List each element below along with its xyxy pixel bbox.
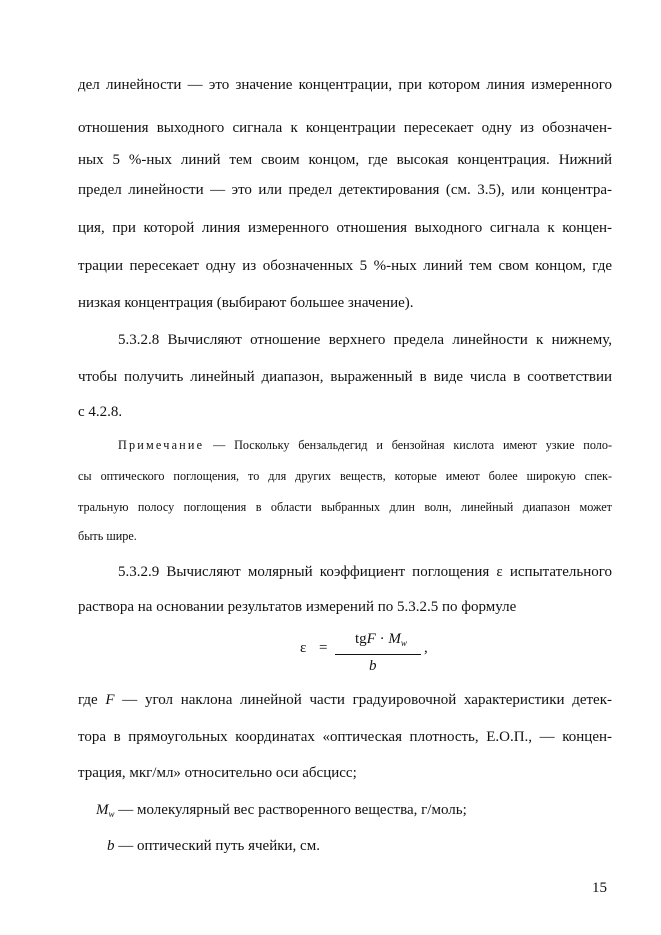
paragraph1-line-5: ция, при которой линия измеренного отношения выходного сигнала к концен- <box>78 220 612 236</box>
where-var-F: F <box>105 692 115 708</box>
paragraph1-line-7: низкая концентрация (выбирают большее значение). <box>78 295 414 311</box>
b-text: — оптический путь ячейки, см. <box>114 838 320 854</box>
note-line-3: тральную полосу поглощения в области выбранных длин волн, линейный диапазон может <box>78 500 612 514</box>
note-line-2: сы оптического поглощения, то для других веществ, которые имеют более широкую спек- <box>78 469 612 483</box>
formula-M: M <box>388 631 401 647</box>
formula <box>300 628 460 678</box>
formula-comma: , <box>424 640 428 656</box>
formula-equals: = <box>319 640 328 656</box>
paragraph1-line-1: дел линейности — это значение концентрации, при котором линия измеренного <box>78 77 612 93</box>
note-label: Примечание <box>118 438 205 452</box>
paragraph1-line-4: предел линейности — это или предел детектирования (см. 3.5), или концентра- <box>78 182 612 198</box>
paragraph2-line-2: чтобы получить линейный диапазон, выраженный в виде числа в соответствии <box>78 369 612 385</box>
where-line-2: тора в прямоугольных координатах «оптическая плотность, Е.О.П., — концен- <box>78 729 612 745</box>
page-number: 15 <box>592 880 607 896</box>
formula-M-subscript: w <box>400 638 407 648</box>
where-line-3: трация, мкг/мл» относительно оси абсцисс; <box>78 765 357 781</box>
note-line-1 <box>118 437 612 453</box>
where-line-1-text: — угол наклона линейной части градуировочной характеристики детек- <box>114 692 612 708</box>
note-line-4: быть шире. <box>78 529 137 543</box>
definition-b <box>107 836 612 856</box>
paragraph1-line-6: трации пересекает одну из обозначенных 5 %-ных линий тем свом концом, где <box>78 258 612 274</box>
formula-denominator: b <box>369 658 377 674</box>
paragraph3-line-2: раствора на основании результатов измерений по 5.3.2.5 по формуле <box>78 599 517 615</box>
b-var: b <box>107 838 115 854</box>
formula-tg: tg <box>355 631 367 647</box>
paragraph2-line-1: 5.3.2.8 Вычисляют отношение верхнего предела линейности к нижнему, <box>118 332 612 348</box>
where-line-1 <box>78 690 612 710</box>
formula-F: F <box>366 631 376 647</box>
formula-numerator <box>355 631 407 648</box>
formula-dot: · <box>375 631 389 647</box>
paragraph2-line-3: с 4.2.8. <box>78 404 123 420</box>
fraction-bar <box>335 654 421 655</box>
mw-subscript: w <box>108 809 115 819</box>
where-prefix: где <box>78 692 106 708</box>
paragraph3-line-1: 5.3.2.9 Вычисляют молярный коэффициент поглощения ε испытательного <box>118 564 612 580</box>
definition-mw <box>96 800 612 820</box>
paragraph1-line-2: отношения выходного сигнала к концентрации пересекает одну из обозначен- <box>78 120 612 136</box>
formula-lhs: ε <box>300 640 307 656</box>
mw-var: M <box>96 802 109 818</box>
paragraph1-line-3: ных 5 %-ных линий тем своим концом, где высокая концентрация. Нижний <box>78 152 612 168</box>
mw-text: — молекулярный вес растворенного вещества, г/моль; <box>114 802 467 818</box>
note-line-1-text: — Поскольку бензальдегид и бензойная кислота имеют узкие поло- <box>204 438 612 452</box>
